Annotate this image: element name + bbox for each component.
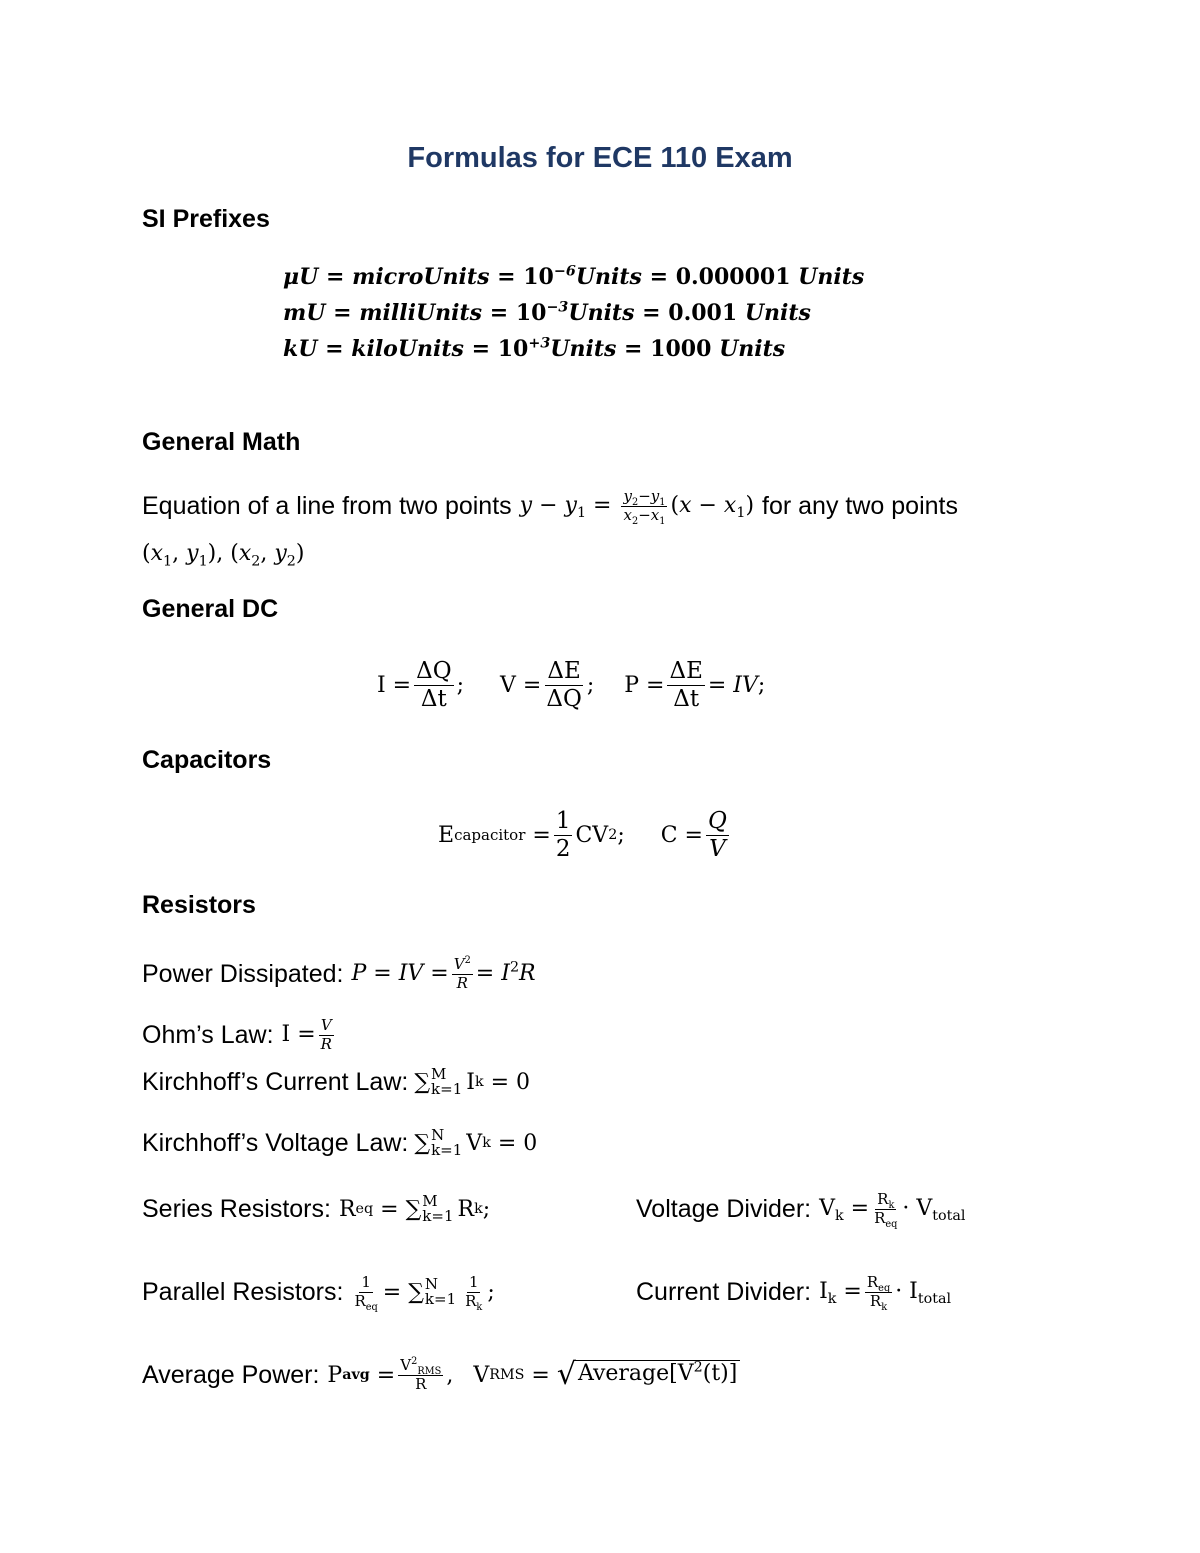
- power-dissipated-formula: P = IV = $\frac{V^2}{R}$ = $I^2R$: [351, 955, 536, 992]
- heading-si-prefixes: SI Prefixes: [142, 205, 270, 233]
- kcl-formula: ∑ M k=1 I k = 0: [414, 1065, 531, 1098]
- power-dissipated-label: Power Dissipated:: [142, 959, 344, 988]
- series-resistors-row: [142, 1187, 490, 1231]
- heading-resistors: Resistors: [142, 891, 256, 919]
- parallel-resistors-formula: $\frac{1}{R_{eq}}$ = ∑ N k=1 $\frac{1}{R_k}$ ;: [354, 1273, 495, 1313]
- ohms-law-label: Ohm’s Law:: [142, 1020, 274, 1049]
- kcl-label: Kirchhoff’s Current Law:: [142, 1067, 409, 1096]
- series-resistors-label: Series Resistors:: [142, 1194, 331, 1223]
- capacitor-formulas: E capacitor = $\frac{1}{2}$ CV 2 ; C = $\frac{Q}{V}$: [438, 808, 727, 862]
- series-resistors-formula: R eq = ∑ M k=1 R k ;: [338, 1192, 491, 1225]
- average-power-formula: P avg = $\frac{V^2_{RMS}}{R}$ , V RMS = √ $Average[V^2(t)]$: [327, 1357, 740, 1393]
- kvl-row: [142, 1123, 537, 1163]
- voltage-divider-row: [636, 1180, 966, 1238]
- current-divider-label: Current Divider:: [636, 1277, 812, 1306]
- heading-capacitors: Capacitors: [142, 746, 272, 774]
- average-power-row: [142, 1346, 740, 1404]
- page-title: Formulas for ECE 110 Exam: [407, 142, 793, 174]
- kvl-label: Kirchhoff’s Voltage Law:: [142, 1128, 409, 1157]
- ohms-law-row: [142, 1010, 337, 1060]
- heading-general-math: General Math: [142, 428, 301, 456]
- si-micro-formula: μU = microUnits = $10^{-6}Units = 0.000001$ Units: [283, 263, 865, 290]
- voltage-divider-formula: $V_k$ = $\frac{R_k}{R_{eq}}$ · $V_{total}$: [819, 1190, 966, 1230]
- dc-formulas: I = $\frac{\Delta Q}{\Delta t}$ ; V = $\frac{\Delta E}{\Delta Q}$ ; P = $\frac{\Delta E}{\Delta t}$ = IV ;: [377, 658, 766, 712]
- ohms-law-formula: I = $\frac{V}{R}$: [281, 1016, 332, 1053]
- si-milli-formula: mU = milliUnits = $10^{-3}Units = 0.001$ Units: [283, 299, 811, 326]
- kvl-formula: ∑ N k=1 V k = 0: [414, 1126, 538, 1159]
- current-divider-row: [636, 1263, 951, 1321]
- power-dissipated-row: [142, 947, 536, 1001]
- kcl-row: [142, 1062, 530, 1102]
- average-power-label: Average Power:: [142, 1360, 320, 1389]
- voltage-divider-label: Voltage Divider:: [636, 1194, 812, 1223]
- si-kilo-formula: kU = kiloUnits = $10^{+3}Units = 1000$ Units: [283, 335, 786, 362]
- line-equation-tail: for any two points: [762, 491, 958, 520]
- current-divider-formula: $I_k$ = $\frac{R_{eq}}{R_k}$ · $I_{total}$: [819, 1273, 952, 1313]
- line-points: ($x_1$, $y_1$), ($x_2$, $y_2$): [142, 541, 305, 570]
- line-equation-row: [142, 478, 958, 534]
- parallel-resistors-row: [142, 1263, 495, 1321]
- heading-general-dc: General DC: [142, 595, 279, 623]
- line-equation-label: Equation of a line from two points: [142, 491, 512, 520]
- line-equation-formula: $y - y_1$ = $\frac{y_2-y_1}{x_2-x_1}$ $(x - x_1)$: [519, 487, 755, 527]
- parallel-resistors-label: Parallel Resistors:: [142, 1277, 344, 1306]
